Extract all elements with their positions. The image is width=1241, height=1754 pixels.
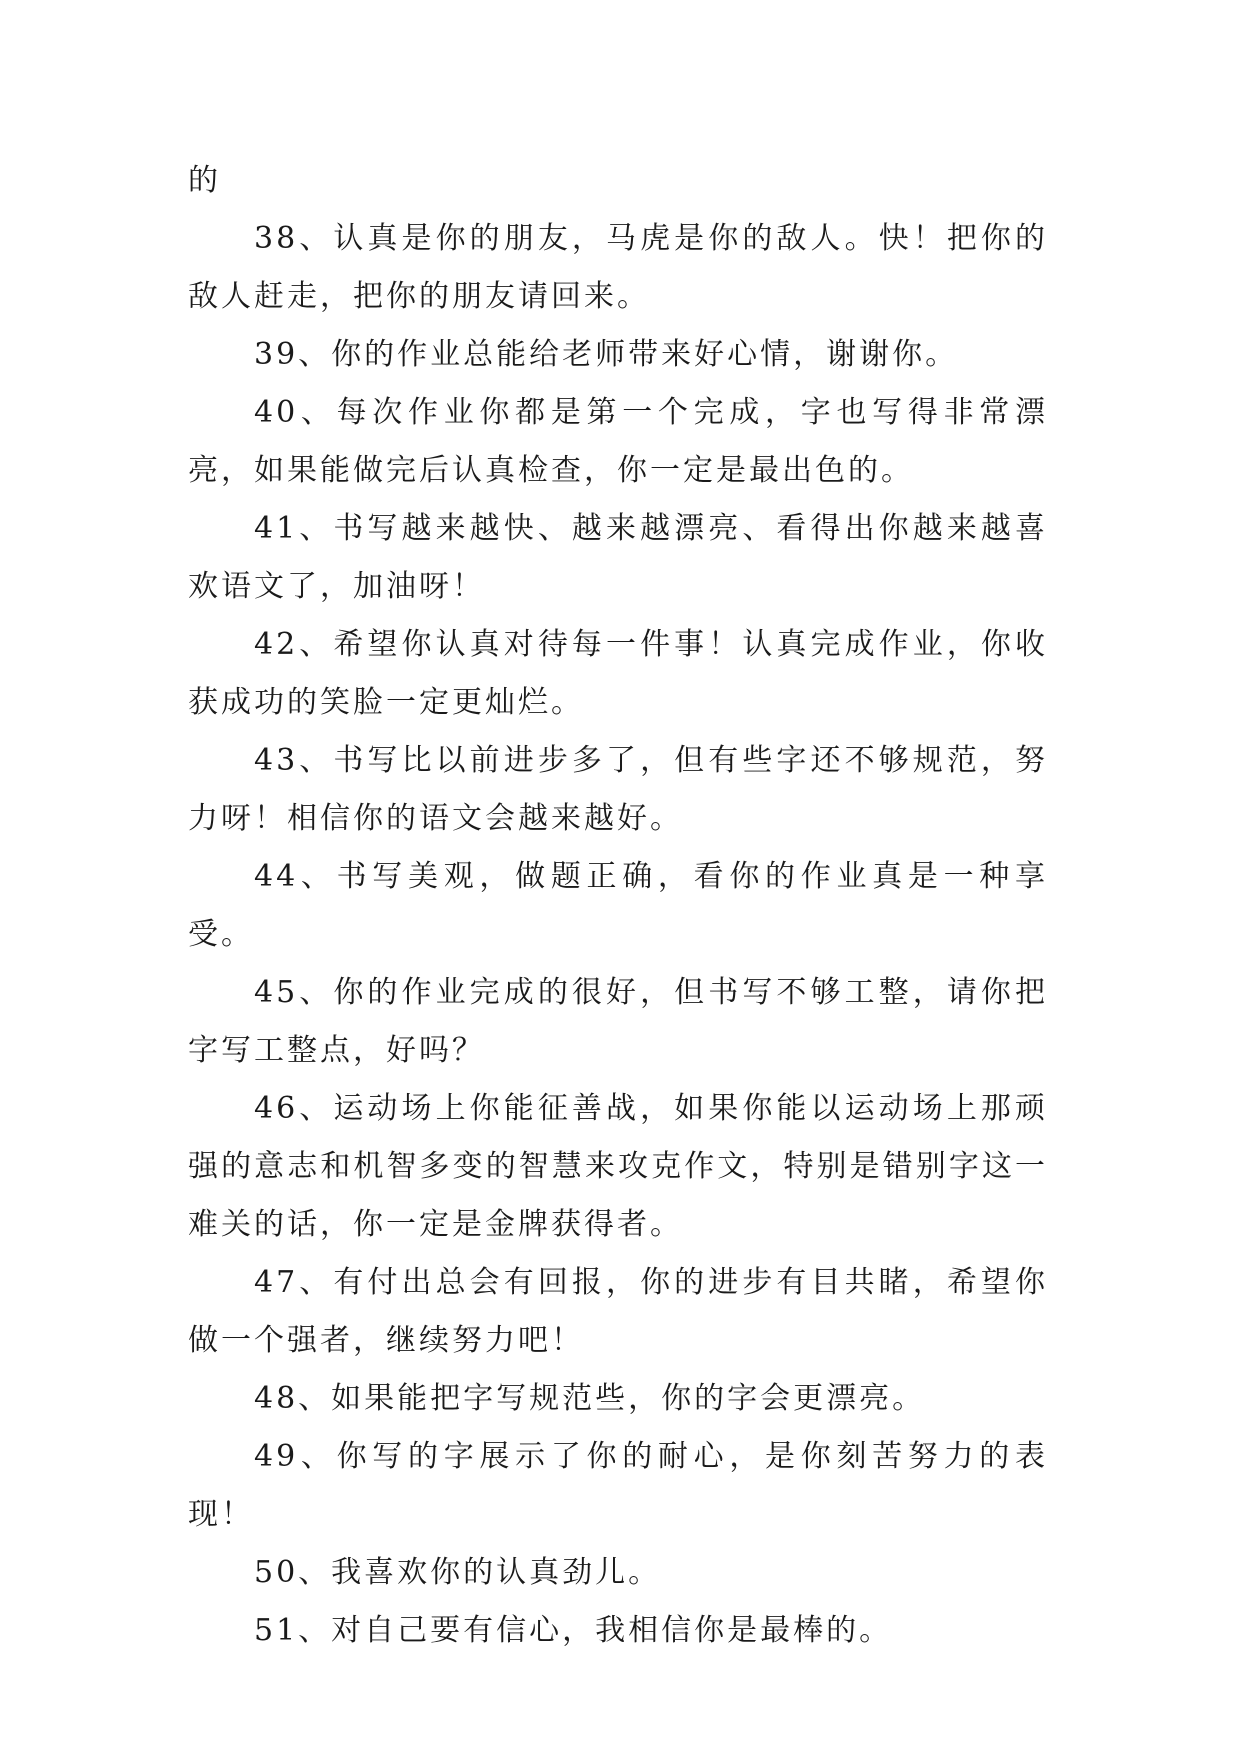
paragraph-continuation: 的 [188,163,221,198]
paragraph-item-42: 42、希望你认真对待每一件事！认真完成作业，你收获成功的笑脸一定更灿烂。 [188,627,1048,720]
paragraph-item-39: 39、你的作业总能给老师带来好心情，谢谢你。 [254,337,959,372]
paragraph-item-51: 51、对自己要有信心，我相信你是最棒的。 [254,1613,893,1648]
paragraph-item-47: 47、有付出总会有回报，你的进步有目共睹，希望你做一个强者，继续努力吧！ [188,1265,1048,1358]
paragraph-item-38: 38、认真是你的朋友，马虎是你的敌人。快！把你的敌人赶走，把你的朋友请回来。 [188,221,1048,314]
document-body [188,152,1048,1660]
paragraph-item-40: 40、每次作业你都是第一个完成，字也写得非常漂亮，如果能做完后认真检查，你一定是最出色的。 [188,395,1048,488]
paragraph-item-44: 44、书写美观，做题正确，看你的作业真是一种享受。 [188,859,1048,952]
paragraph-item-49: 49、你写的字展示了你的耐心，是你刻苦努力的表现！ [188,1439,1048,1532]
paragraph-item-41: 41、书写越来越快、越来越漂亮、看得出你越来越喜欢语文了，加油呀！ [188,511,1048,604]
paragraph-item-46: 46、运动场上你能征善战，如果你能以运动场上那顽强的意志和机智多变的智慧来攻克作文，特别是错别字这一难关的话，你一定是金牌获得者。 [188,1091,1048,1242]
paragraph-item-43: 43、书写比以前进步多了，但有些字还不够规范，努力呀！相信你的语文会越来越好。 [188,743,1048,836]
paragraph-item-50: 50、我喜欢你的认真劲儿。 [254,1555,662,1590]
paragraph-item-45: 45、你的作业完成的很好，但书写不够工整，请你把字写工整点，好吗？ [188,975,1048,1068]
paragraph-item-48: 48、如果能把字写规范些，你的字会更漂亮。 [254,1381,926,1416]
